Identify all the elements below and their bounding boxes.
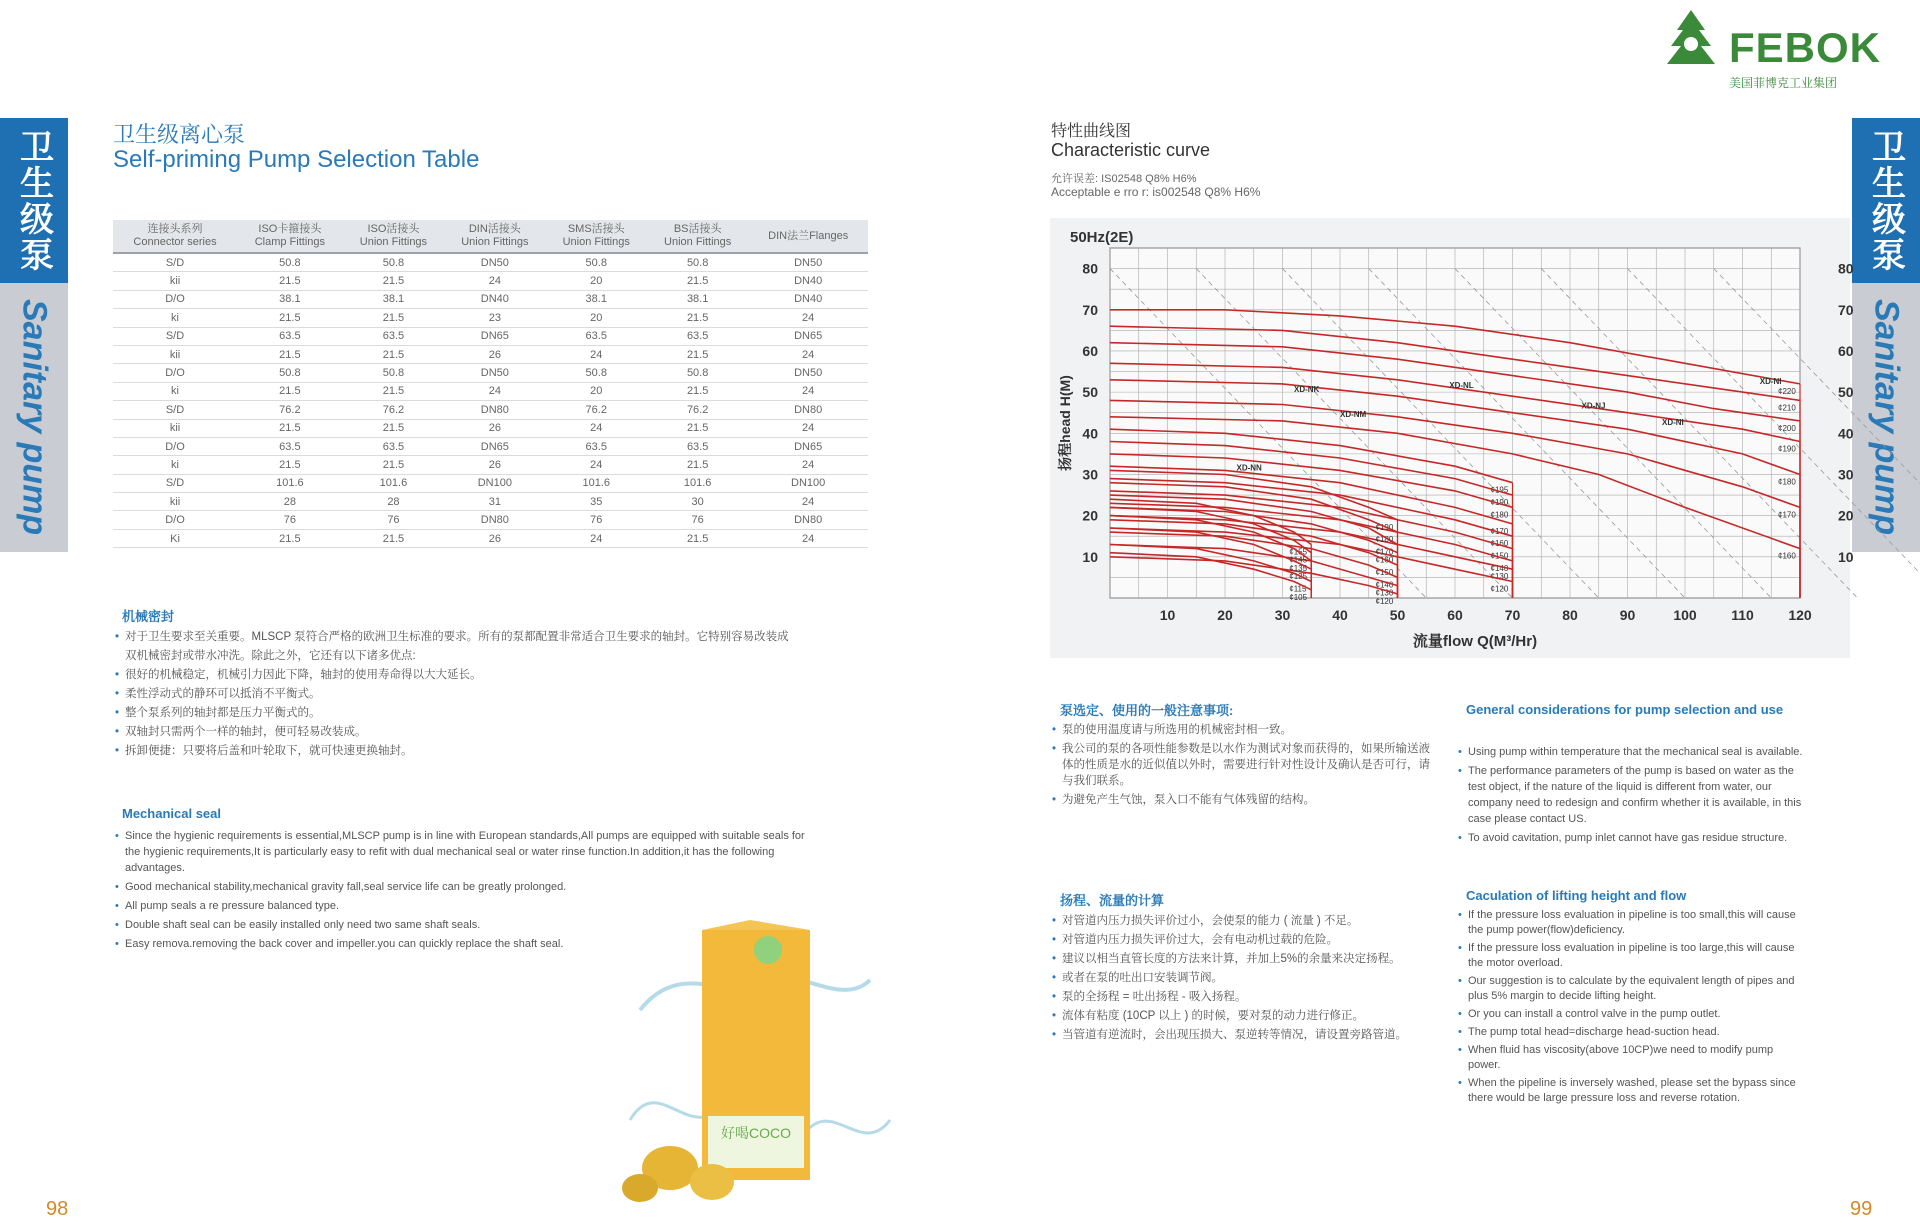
- header-cn: 连接头系列: [147, 223, 203, 235]
- table-cell: 76: [237, 511, 343, 529]
- curve-label: ¢160: [1778, 551, 1796, 561]
- curve-label: ¢210: [1778, 403, 1796, 413]
- y-axis-label: 扬程head H(M): [1057, 375, 1073, 471]
- table-cell: 38.1: [546, 290, 647, 308]
- header-en: Clamp Fittings: [254, 236, 326, 248]
- curve-label: ¢160: [1490, 539, 1509, 549]
- model-label: XD-NJ: [1581, 401, 1606, 411]
- table-cell: 21.5: [237, 456, 343, 474]
- header-en: Union Fittings: [359, 236, 428, 248]
- table-cell: DN50: [748, 253, 868, 272]
- juice-carton-illustration: [600, 920, 900, 1210]
- y-tick-label: 40: [1082, 425, 1098, 442]
- table-row: [113, 345, 868, 363]
- x-tick-label: 20: [1217, 607, 1233, 623]
- table-cell: 24: [748, 419, 868, 437]
- model-label: XD-NM: [1340, 409, 1367, 419]
- list-item: • Since the hygienic requirements is essential,MLSCP pump is in line with European standards,All pumps are equipped with suitable seals for the hygienic requirements,It is particularly easy to refit with dual mechanical seal or water rinse function.In addition,it has the following advantages.: [115, 828, 805, 876]
- page-number-right: 99: [1850, 1198, 1873, 1220]
- table-cell: 21.5: [237, 309, 343, 327]
- table-cell: 28: [343, 493, 444, 511]
- table-cell: 23: [444, 309, 545, 327]
- calc-en-list: [1458, 908, 1808, 1109]
- table-cell: 101.6: [647, 474, 748, 492]
- table-cell: 50.8: [343, 364, 444, 382]
- list-item: • Easy remova.removing the back cover and impeller.you can quickly replace the shaft seal.: [115, 936, 805, 952]
- tolerance-en: Acceptable e rro r: is002548 Q8% H6%: [1051, 185, 1261, 199]
- table-cell: 50.8: [546, 253, 647, 272]
- table-row: [113, 529, 868, 547]
- table-cell: 101.6: [343, 474, 444, 492]
- list-item: • 泵的全扬程 = 吐出扬程 - 吸入扬程。: [1052, 988, 1442, 1007]
- x-tick-label: 120: [1788, 607, 1812, 623]
- y-tick-label: 70: [1082, 301, 1098, 318]
- table-cell: 21.5: [647, 309, 748, 327]
- curve-label: ¢130: [1490, 572, 1509, 582]
- table-cell: 21.5: [343, 345, 444, 363]
- table-cell: 24: [546, 345, 647, 363]
- curve-label: ¢150: [1490, 551, 1509, 561]
- table-row: [113, 290, 868, 308]
- table-cell: kii: [113, 345, 237, 363]
- list-item: • 很好的机械稳定，机械引力因此下降，轴封的使用寿命得以大大延长。: [115, 666, 795, 685]
- curve-label: ¢120: [1490, 584, 1509, 594]
- table-cell: DN65: [444, 437, 545, 455]
- table-cell: 76: [546, 511, 647, 529]
- table-cell: 76.2: [647, 401, 748, 419]
- table-cell: 21.5: [237, 345, 343, 363]
- table-cell: 63.5: [546, 327, 647, 345]
- curve-label: ¢190: [1375, 522, 1394, 532]
- table-cell: 21.5: [343, 456, 444, 474]
- table-cell: D/O: [113, 364, 237, 382]
- curve-label: ¢145: [1289, 555, 1308, 565]
- table-row: [113, 401, 868, 419]
- table-cell: 63.5: [647, 327, 748, 345]
- table-cell: DN40: [748, 272, 868, 290]
- table-cell: 24: [748, 456, 868, 474]
- header-en: Connector series: [133, 236, 217, 248]
- x-tick-label: 90: [1619, 607, 1636, 623]
- y-tick-label-right: 50: [1838, 384, 1854, 401]
- table-cell: 24: [546, 529, 647, 547]
- header-cn: SMS活接头: [567, 223, 625, 235]
- y-tick-label-right: 70: [1838, 301, 1854, 318]
- page-title-en: Self-priming Pump Selection Table: [113, 146, 480, 173]
- table-cell: S/D: [113, 253, 237, 272]
- curve-label: ¢130: [1375, 588, 1394, 598]
- header-cn: ISO活接头: [367, 223, 420, 235]
- table-cell: 101.6: [546, 474, 647, 492]
- curve-label: ¢180: [1490, 510, 1509, 520]
- table-cell: 21.5: [237, 272, 343, 290]
- list-item: • 流体有粘度 (10CP 以上 ) 的时候，要对泵的动力进行修正。: [1052, 1007, 1442, 1026]
- table-cell: ki: [113, 309, 237, 327]
- general-cn-list: [1052, 722, 1432, 811]
- table-cell: 21.5: [343, 419, 444, 437]
- table-cell: 26: [444, 529, 545, 547]
- table-cell: 30: [647, 493, 748, 511]
- list-item: • Our suggestion is to calculate by the equivalent length of pipes and plus 5% margin to decide lifting height.: [1458, 974, 1808, 1004]
- curve-label: ¢220: [1778, 386, 1796, 396]
- table-cell: DN65: [444, 327, 545, 345]
- table-cell: kii: [113, 272, 237, 290]
- list-item: • 为避免产生气蚀，泵入口不能有气体残留的结构。: [1052, 792, 1432, 808]
- table-cell: D/O: [113, 290, 237, 308]
- table-cell: kii: [113, 419, 237, 437]
- header-en: Union Fittings: [461, 236, 529, 248]
- header-cn: DIN法兰Flanges: [768, 229, 849, 242]
- chart-svg: [1050, 218, 1854, 658]
- table-cell: 20: [546, 382, 647, 400]
- page-number-left: 98: [46, 1198, 69, 1220]
- list-item: • The performance parameters of the pump is based on water as the test object, if the nature of the liquid is different from water, our company need to redesign and confirm whether it is available, in this case please contact US.: [1458, 763, 1808, 827]
- table-header-cell: [444, 220, 545, 253]
- x-tick-label: 110: [1731, 607, 1754, 623]
- table-cell: 76.2: [343, 401, 444, 419]
- curve-label: ¢105: [1289, 592, 1308, 602]
- table-row: [113, 419, 868, 437]
- list-item: • 对管道内压力损失评价过小，会使泵的能力 ( 流量 ) 不足。: [1052, 912, 1442, 931]
- table-cell: 26: [444, 345, 545, 363]
- header-cn: DIN活接头: [468, 223, 521, 235]
- table-cell: 26: [444, 419, 545, 437]
- model-label: XD-NK: [1294, 385, 1320, 395]
- calc-cn-heading: 扬程、流量的计算: [1060, 893, 1165, 908]
- x-tick-label: 60: [1447, 607, 1463, 623]
- header-en: Union Fittings: [664, 236, 732, 248]
- y-tick-label: 20: [1082, 507, 1098, 524]
- y-tick-label: 60: [1082, 342, 1098, 359]
- list-item: • 对于卫生要求至关重要。MLSCP 泵符合严格的欧洲卫生标准的要求。所有的泵都配置非常适合卫生要求的轴封。它特别容易改装成双机械密封或带水冲洗。除此之外，它还有以下诸多优点:: [115, 628, 795, 666]
- table-cell: 63.5: [237, 437, 343, 455]
- table-row: [113, 511, 868, 529]
- curve-label: ¢135: [1289, 563, 1308, 573]
- table-header-cell: [748, 220, 868, 253]
- y-tick-label-right: 60: [1838, 342, 1854, 359]
- y-tick-label-right: 80: [1838, 260, 1854, 277]
- table-cell: 21.5: [647, 345, 748, 363]
- table-cell: D/O: [113, 511, 237, 529]
- list-item: • If the pressure loss evaluation in pipeline is too large,this will cause the motor overload.: [1458, 941, 1808, 971]
- table-cell: 20: [546, 272, 647, 290]
- curve-label: ¢170: [1490, 526, 1509, 536]
- brand-logo: [1655, 8, 1881, 90]
- table-cell: 38.1: [343, 290, 444, 308]
- list-item: • 我公司的泵的各项性能参数是以水作为测试对象而获得的，如果所输送液体的性质是水的近似值以外时，需要进行针对性设计及确认是否可行，请与我们联系。: [1052, 741, 1432, 789]
- mech-seal-en-heading: Mechanical seal: [122, 806, 221, 821]
- curve-label: ¢200: [1778, 423, 1796, 433]
- table-cell: 24: [444, 382, 545, 400]
- table-cell: 63.5: [343, 327, 444, 345]
- curve-label: ¢160: [1375, 555, 1394, 565]
- x-tick-label: 70: [1504, 607, 1521, 623]
- table-cell: 21.5: [237, 419, 343, 437]
- table-cell: 24: [748, 493, 868, 511]
- table-cell: 21.5: [343, 382, 444, 400]
- table-cell: 24: [748, 345, 868, 363]
- y-tick-label: 30: [1082, 466, 1098, 483]
- table-row: [113, 309, 868, 327]
- table-cell: 76.2: [237, 401, 343, 419]
- general-cn-heading: 泵选定、使用的一般注意事项:: [1060, 703, 1234, 718]
- curve-label: ¢180: [1375, 535, 1394, 545]
- general-en-heading: General considerations for pump selection and use: [1466, 702, 1784, 717]
- product-label: 好喝COCO: [721, 1125, 791, 1141]
- table-row: [113, 493, 868, 511]
- curve-title-cn: 特性曲线图: [1051, 123, 1132, 140]
- table-cell: DN80: [444, 511, 545, 529]
- curve-label: ¢170: [1375, 547, 1394, 557]
- side-tab-left: [0, 118, 68, 552]
- tree-logo-icon: [1655, 8, 1727, 68]
- table-header-cell: [546, 220, 647, 253]
- table-cell: DN65: [748, 437, 868, 455]
- curve-label: ¢195: [1490, 485, 1509, 495]
- model-label: XD-NI: [1759, 376, 1782, 386]
- list-item: • To avoid cavitation, pump inlet cannot have gas residue structure.: [1458, 830, 1808, 846]
- x-tick-label: 40: [1332, 607, 1348, 623]
- curve-label: ¢120: [1375, 596, 1394, 606]
- curve-label: ¢140: [1490, 563, 1509, 573]
- curve-label: ¢125: [1289, 572, 1308, 582]
- list-item: • 拆卸便捷：只要将后盖和叶轮取下，就可快速更换轴封。: [115, 742, 795, 761]
- table-cell: 50.8: [343, 253, 444, 272]
- table-cell: 76: [647, 511, 748, 529]
- list-item: • 双轴封只需两个一样的轴封，便可轻易改装成。: [115, 723, 795, 742]
- side-tab-cn: 卫生级泵: [1866, 128, 1905, 273]
- table-cell: DN40: [444, 290, 545, 308]
- table-cell: 63.5: [647, 437, 748, 455]
- curve-label: ¢170: [1778, 510, 1796, 520]
- table-cell: 24: [444, 272, 545, 290]
- table-cell: 50.8: [237, 253, 343, 272]
- table-header-cell: [647, 220, 748, 253]
- curve-label: ¢155: [1289, 547, 1308, 557]
- table-cell: DN40: [748, 290, 868, 308]
- list-item: • 对管道内压力损失评价过大，会有电动机过载的危险。: [1052, 931, 1442, 950]
- table-header-cell: [237, 220, 343, 253]
- table-cell: DN50: [444, 364, 545, 382]
- table-cell: 38.1: [237, 290, 343, 308]
- brand-name: FEBOK: [1729, 24, 1881, 71]
- tolerance-cn: 允许误差: IS02548 Q8% H6%: [1051, 173, 1197, 185]
- table-cell: DN100: [748, 474, 868, 492]
- general-en-list: [1458, 744, 1808, 849]
- curve-label: ¢115: [1289, 584, 1307, 594]
- table-cell: 24: [546, 419, 647, 437]
- table-cell: 24: [748, 382, 868, 400]
- table-cell: 63.5: [546, 437, 647, 455]
- table-cell: 26: [444, 456, 545, 474]
- table-cell: DN80: [748, 511, 868, 529]
- brand-subtitle: 美国菲博克工业集团: [1729, 76, 1838, 90]
- mech-seal-cn-list: [115, 628, 795, 761]
- table-cell: 24: [748, 529, 868, 547]
- table-cell: DN80: [748, 401, 868, 419]
- header-cn: ISO卡箍接头: [258, 223, 322, 235]
- table-row: [113, 456, 868, 474]
- table-cell: 50.8: [647, 364, 748, 382]
- curve-label: ¢140: [1375, 580, 1394, 590]
- calc-cn-list: [1052, 912, 1442, 1045]
- table-cell: kii: [113, 493, 237, 511]
- table-row: [113, 327, 868, 345]
- list-item: • 建议以相当直管长度的方法来计算，并加上5%的余量来决定扬程。: [1052, 950, 1442, 969]
- table-cell: 21.5: [647, 456, 748, 474]
- table-cell: 63.5: [343, 437, 444, 455]
- curve-label: ¢190: [1490, 498, 1509, 508]
- table-cell: 21.5: [237, 382, 343, 400]
- table-row: [113, 364, 868, 382]
- list-item: • 整个泵系列的轴封都是压力平衡式的。: [115, 704, 795, 723]
- table-cell: 50.8: [546, 364, 647, 382]
- y-tick-label-right: 40: [1838, 425, 1854, 442]
- table-cell: 38.1: [647, 290, 748, 308]
- y-tick-label-right: 10: [1838, 548, 1854, 565]
- table-row: [113, 474, 868, 492]
- table-cell: 35: [546, 493, 647, 511]
- table-cell: DN50: [748, 364, 868, 382]
- table-cell: 63.5: [237, 327, 343, 345]
- table-cell: Ki: [113, 529, 237, 547]
- side-tab-en: Sanitary pump: [15, 299, 54, 536]
- list-item: • Good mechanical stability,mechanical gravity fall,seal service life can be greatly prolonged.: [115, 879, 805, 895]
- table-cell: ki: [113, 456, 237, 474]
- table-cell: 21.5: [647, 419, 748, 437]
- table-cell: 21.5: [647, 529, 748, 547]
- side-tab-cn: 卫生级泵: [14, 128, 53, 273]
- list-item: • 泵的使用温度请与所选用的机械密封相一致。: [1052, 722, 1432, 738]
- table-row: [113, 253, 868, 272]
- list-item: • Using pump within temperature that the mechanical seal is available.: [1458, 744, 1808, 760]
- table-cell: 20: [546, 309, 647, 327]
- list-item: • 当管道有逆流时，会出现压损大、泵逆转等情况，请设置旁路管道。: [1052, 1026, 1442, 1045]
- table-cell: DN50: [444, 253, 545, 272]
- x-tick-label: 30: [1274, 607, 1291, 623]
- list-item: • 柔性浮动式的静环可以抵消不平衡式。: [115, 685, 795, 704]
- table-cell: 50.8: [237, 364, 343, 382]
- table-cell: 21.5: [343, 529, 444, 547]
- table-row: [113, 272, 868, 290]
- page-title-cn: 卫生级离心泵: [113, 122, 246, 147]
- x-tick-label: 100: [1673, 607, 1697, 623]
- table-cell: 21.5: [343, 309, 444, 327]
- table-row: [113, 437, 868, 455]
- table-cell: 21.5: [343, 272, 444, 290]
- selection-table: [113, 220, 868, 548]
- characteristic-curve-chart: [1050, 218, 1854, 658]
- table-cell: 24: [748, 309, 868, 327]
- y-tick-label-right: 20: [1838, 507, 1854, 524]
- table-cell: 21.5: [647, 382, 748, 400]
- table-cell: ki: [113, 382, 237, 400]
- product-image: [600, 920, 900, 1210]
- table-cell: 76.2: [546, 401, 647, 419]
- header-cn: BS活接头: [673, 223, 722, 235]
- table-cell: 50.8: [647, 253, 748, 272]
- y-tick-label-right: 30: [1838, 466, 1854, 483]
- chart-title: 50Hz(2E): [1070, 229, 1134, 246]
- table-cell: 101.6: [237, 474, 343, 492]
- curve-label: ¢150: [1375, 568, 1394, 578]
- list-item: • Or you can install a control valve in the pump outlet.: [1458, 1007, 1808, 1022]
- table-cell: 21.5: [237, 529, 343, 547]
- table-cell: DN80: [444, 401, 545, 419]
- table-cell: DN100: [444, 474, 545, 492]
- calc-en-heading: Caculation of lifting height and flow: [1466, 888, 1687, 903]
- table-cell: 76: [343, 511, 444, 529]
- table-cell: D/O: [113, 437, 237, 455]
- table-cell: 31: [444, 493, 545, 511]
- model-label: XD-NI: [1662, 418, 1684, 428]
- side-tab-right: [1852, 118, 1920, 552]
- table-header-row: [113, 220, 868, 253]
- x-axis-label: 流量flow Q(M³/Hr): [1412, 633, 1538, 650]
- list-item: • When fluid has viscosity(above 10CP)we need to modify pump power.: [1458, 1043, 1808, 1073]
- side-tab-en: Sanitary pump: [1867, 299, 1906, 536]
- curve-label: ¢190: [1778, 444, 1796, 454]
- table-row: [113, 382, 868, 400]
- table-header-cell: [343, 220, 444, 253]
- header-en: Union Fittings: [562, 236, 630, 248]
- table-cell: 21.5: [647, 272, 748, 290]
- list-item: • The pump total head=discharge head-suction head.: [1458, 1025, 1808, 1040]
- table-cell: 24: [546, 456, 647, 474]
- mech-seal-cn-heading: 机械密封: [122, 609, 175, 624]
- table-cell: 28: [237, 493, 343, 511]
- table-cell: DN65: [748, 327, 868, 345]
- curve-title-en: Characteristic curve: [1051, 140, 1211, 160]
- list-item: • Double shaft seal can be easily installed only need two same shaft seals.: [115, 917, 805, 933]
- list-item: • If the pressure loss evaluation in pipeline is too small,this will cause the pump power(flow)deficiency.: [1458, 908, 1808, 938]
- table-header-cell: [113, 220, 237, 253]
- table-cell: S/D: [113, 474, 237, 492]
- x-tick-label: 80: [1562, 607, 1578, 623]
- y-tick-label: 10: [1082, 548, 1098, 565]
- y-tick-label: 50: [1082, 384, 1098, 401]
- x-tick-label: 50: [1389, 607, 1406, 623]
- table-cell: S/D: [113, 401, 237, 419]
- curve-label: ¢180: [1778, 477, 1796, 487]
- y-tick-label: 80: [1082, 260, 1098, 277]
- list-item: • When the pipeline is inversely washed, please set the bypass since there would be large pressure loss and reverse rotation.: [1458, 1076, 1808, 1106]
- table-cell: S/D: [113, 327, 237, 345]
- x-tick-label: 10: [1159, 607, 1176, 623]
- list-item: • 或者在泵的吐出口安装调节阀。: [1052, 969, 1442, 988]
- model-label: XD-NN: [1236, 463, 1262, 473]
- list-item: • All pump seals a re pressure balanced type.: [115, 898, 805, 914]
- model-label: XD-NL: [1449, 381, 1474, 390]
